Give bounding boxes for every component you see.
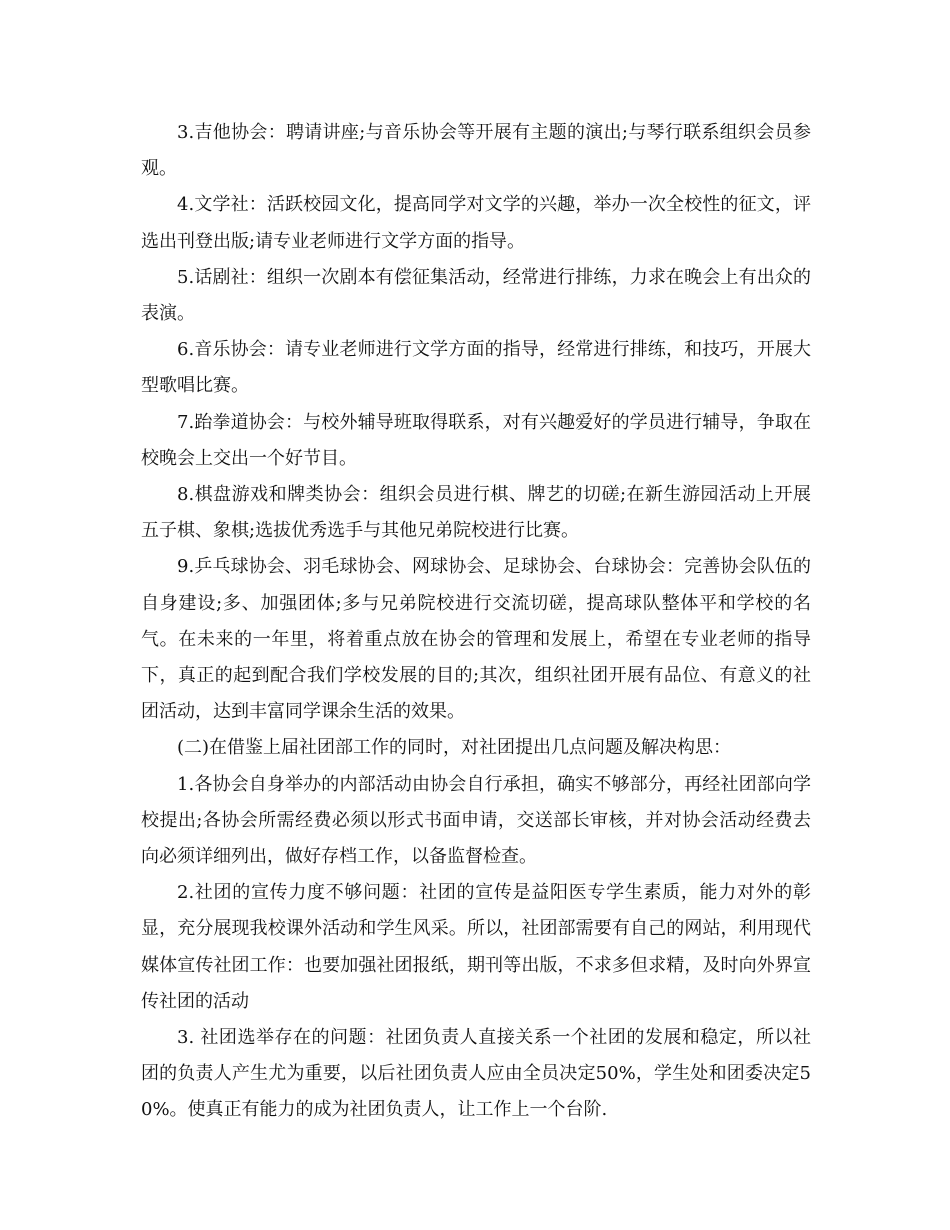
paragraph-section-two-heading: (二)在借鉴上届社团部工作的同时，对社团提出几点问题及解决构思： bbox=[177, 737, 732, 759]
paragraph-music-association: 6.音乐协会：请专业老师进行文学方面的指导，经常进行排练，和技巧，开展大型歌唱比赛。 bbox=[141, 339, 811, 397]
paragraph-funding-issue: 1.各协会自身举办的内部活动由协会自行承担，确实不够部分，再经社团部向学校提出;各协会所需经费必须以形式书面申请，交送部长审核，并对协会活动经费去向必须详细列出，做好存档工作，以备监督检查。 bbox=[141, 773, 811, 868]
paragraph-ball-sports-associations: 9.乒乓球协会、羽毛球协会、网球协会、足球协会、台球协会：完善协会队伍的自身建设;多、加强团体;多与兄弟院校进行交流切磋，提高球队整体平和学校的名气。在未来的一年里，将着重点放在协会的管理和发展上，希望在专业老师的指导下，真正的起到配合我们学校发展的目的;其次，组织社团开展有品位、有意义的社团活动，达到丰富同学课余生活的效果。 bbox=[141, 556, 811, 723]
paragraph-literature-society: 4.文学社：活跃校园文化，提高同学对文学的兴趣，举办一次全校性的征文，评选出刊登出版;请专业老师进行文学方面的指导。 bbox=[141, 194, 811, 252]
document-body bbox=[141, 115, 811, 1129]
paragraph-guitar-association: 3.吉他协会：聘请讲座;与音乐协会等开展有主题的演出;与琴行联系组织会员参观。 bbox=[141, 122, 811, 180]
paragraph-drama-society: 5.话剧社：组织一次剧本有偿征集活动，经常进行排练，力求在晚会上有出众的表演。 bbox=[141, 266, 811, 325]
paragraph-board-card-games-association: 8.棋盘游戏和牌类协会：组织会员进行棋、牌艺的切磋;在新生游园活动上开展五子棋、象棋;选拔优秀选手与其他兄弟院校进行比赛。 bbox=[141, 484, 811, 542]
paragraph-taekwondo-association: 7.跆拳道协会：与校外辅导班取得联系，对有兴趣爱好的学员进行辅导，争取在校晚会上交出一个好节目。 bbox=[141, 411, 811, 469]
paragraph-publicity-issue: 2.社团的宣传力度不够问题：社团的宣传是益阳医专学生素质，能力对外的彰显，充分展现我校课外活动和学生风采。所以，社团部需要有自己的网站，利用现代媒体宣传社团工作：也要加强社团报纸，期刊等出版，不求多但求精，及时向外界宣传社团的活动 bbox=[141, 882, 811, 1012]
paragraph-election-issue: 3. 社团选举存在的问题：社团负责人直接关系一个社团的发展和稳定，所以社团的负责人产生尤为重要，以后社团负责人应由全员决定50%，学生处和团委决定50%。使真正有能力的成为社团负责人，让工作上一个台阶. bbox=[141, 1027, 811, 1121]
